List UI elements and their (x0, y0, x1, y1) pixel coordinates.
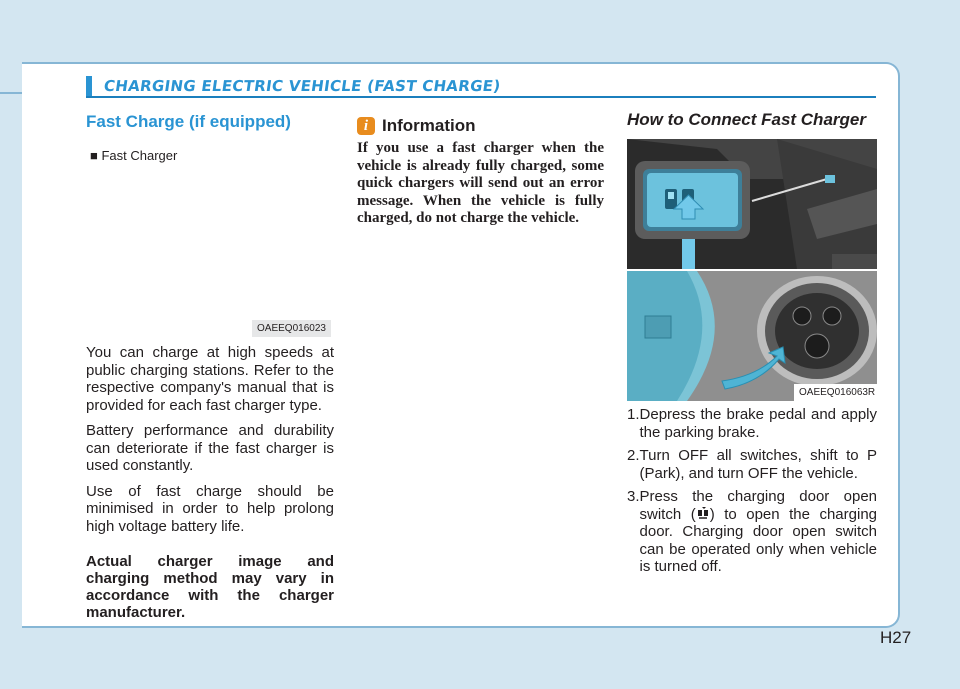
charging-door-photo (627, 271, 877, 401)
dashboard-switch-photo (627, 139, 877, 269)
dashboard-switch-illustration (627, 139, 877, 269)
information-title: Information (382, 116, 476, 135)
page-number: H27 (880, 628, 912, 647)
paragraph-3: Use of fast charge should be minimised in order to help prolong high voltage battery life. (86, 482, 334, 535)
step-2-number: 2. (627, 447, 640, 464)
charging-door-illustration (627, 271, 877, 401)
step-3-text-after: ) to open the charging door. Charging door open switch can be operated only when vehicle is turned off. (639, 505, 878, 575)
step-2 (627, 447, 877, 482)
connect-heading: How to Connect Fast Charger (627, 110, 866, 129)
paragraph-1: You can charge at high speeds at public charging stations. Refer to the respective company's manual that is provided for each fast charger type. (86, 344, 334, 414)
figure-label: ■ Fast Charger (90, 148, 178, 163)
left-body (86, 344, 334, 636)
fast-charge-heading: Fast Charge (if equipped) (86, 112, 291, 131)
step-3-number: 3. (627, 488, 640, 505)
figure-code-right: OAEEQ016063R (794, 384, 877, 401)
section-title-text: CHARGING ELECTRIC VEHICLE (FAST CHARGE) (102, 77, 502, 95)
step-3 (627, 488, 877, 576)
step-1-text: Depress the brake pedal and apply the parking brake. (639, 406, 877, 441)
information-body: If you use a fast charger when the vehicle is already fully charged, some quick chargers will send out an error message. When the vehicle is fully charged, do not charge the vehicle. (357, 140, 604, 226)
step-3-text-before: Press the charging door open switch ( (639, 488, 877, 523)
information-icon: i (357, 117, 375, 135)
step-3-text (640, 488, 877, 576)
paragraph-2: Battery performance and durability can deteriorate if the fast charger is used constantly. (86, 422, 334, 474)
charger-note: Actual charger image and charging method may vary in accordance with the charger manufacturer. (86, 553, 334, 621)
step-2-text: Turn OFF all switches, shift to P (Park), and turn OFF the vehicle. (639, 447, 877, 482)
section-title (86, 76, 876, 98)
step-1 (627, 406, 877, 441)
step-1-number: 1. (627, 406, 640, 423)
section-title-bar (86, 76, 92, 96)
page-top-rule (0, 92, 22, 94)
information-header (357, 116, 476, 136)
connection-steps (627, 406, 877, 582)
figure-code-left: OAEEQ016023 (252, 320, 331, 337)
charging-door-switch-icon (696, 506, 710, 520)
